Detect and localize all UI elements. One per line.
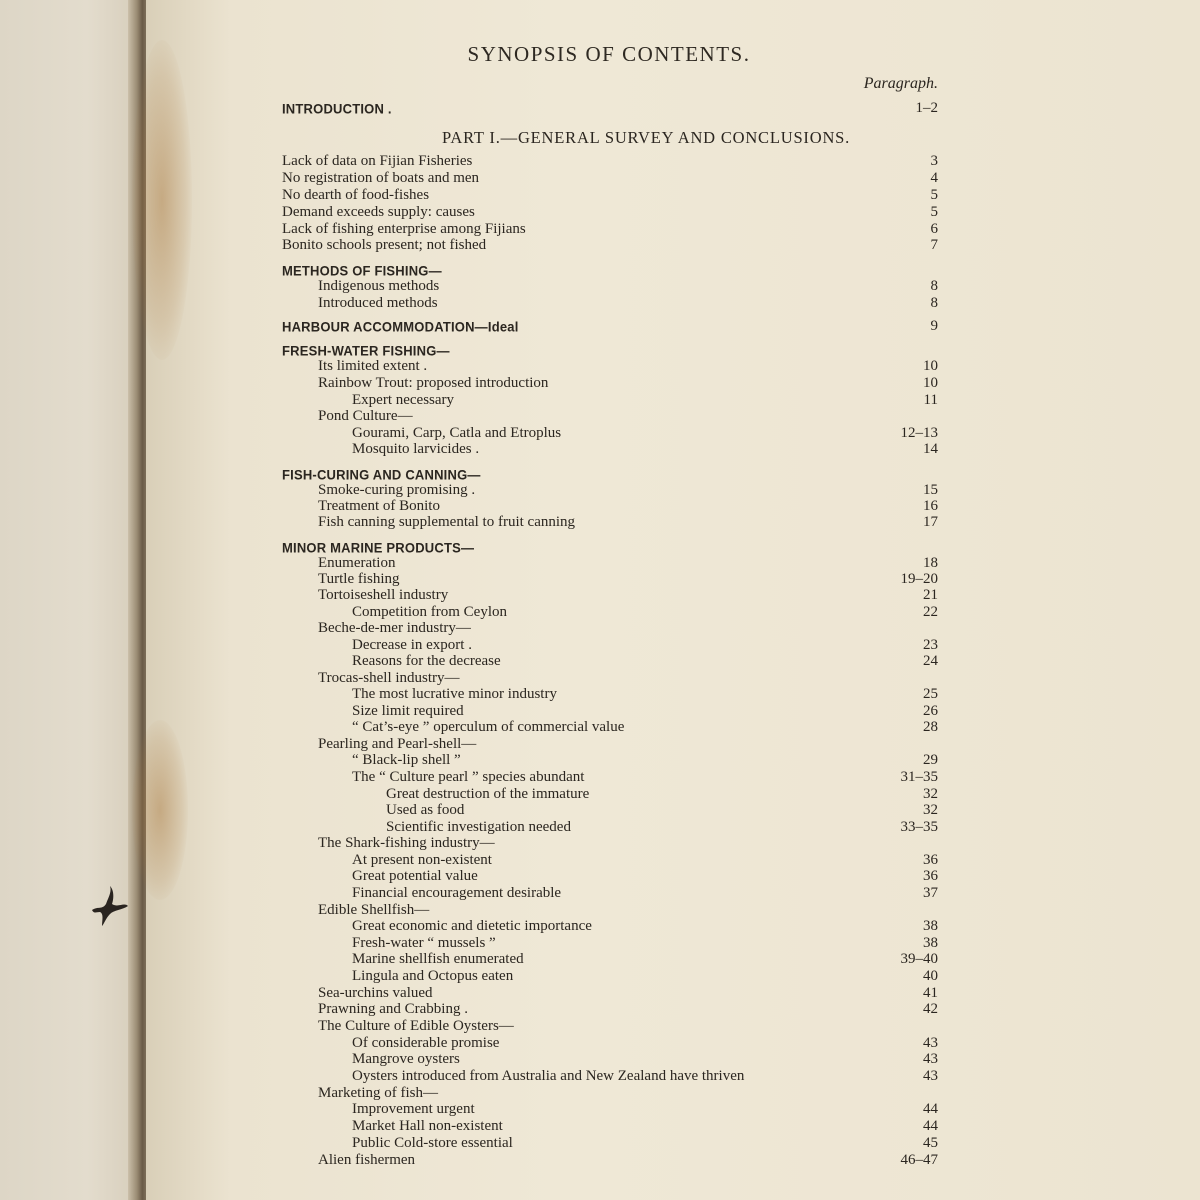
entry-label: MINOR MARINE PRODUCTS— [282,539,475,556]
contents-entry [146,358,1200,375]
entry-label: “ Black-lip shell ” [352,752,461,768]
entry-paragraph-number: 10 [923,375,938,391]
entry-label: Beche-de-mer industry— [318,620,471,636]
contents-entry [146,441,1200,458]
entry-label: Edible Shellfish— [318,902,430,918]
contents-entry [146,620,1200,637]
entry-paragraph-number: 18 [923,555,938,571]
contents-entry [146,278,1200,295]
contents-entry [146,425,1200,442]
entry-label: Scientific investigation needed [386,819,571,835]
entry-label: The “ Culture pearl ” species abundant [352,769,585,785]
entry-paragraph-number: 5 [930,187,938,203]
contents-entry [146,1152,1200,1169]
contents-entry [146,852,1200,869]
contents-entry [146,318,1200,335]
contents-entry [146,237,1200,254]
entry-label: Great potential value [352,868,478,884]
contents-entry [146,587,1200,604]
entry-paragraph-number: 38 [923,918,938,934]
ink-blot-icon [88,880,136,928]
entry-label: Oysters introduced from Australia and New Zealand have thriven [352,1068,745,1084]
entry-label: The most lucrative minor industry [352,686,557,702]
entry-paragraph-number: 32 [923,802,938,818]
contents-entry [146,204,1200,221]
entry-paragraph-number: 44 [923,1118,938,1134]
part-title: PART I.—GENERAL SURVEY AND CONCLUSIONS. [441,128,851,147]
entry-paragraph-number: 26 [923,703,938,719]
entry-label: FRESH-WATER FISHING— [282,342,450,359]
entry-label: Fresh-water “ mussels ” [352,935,496,951]
entry-paragraph-number: 33–35 [900,819,938,835]
entry-paragraph-number: 9 [930,318,938,334]
entry-label: Enumeration [318,555,396,571]
contents-entry [146,968,1200,985]
entry-label: Lack of data on Fijian Fisheries [282,153,473,169]
entry-label: Lingula and Octopus eaten [352,968,514,984]
entry-label: Great economic and dietetic importance [352,918,592,934]
entry-label: Size limit required [352,703,464,719]
contents-entry [146,187,1200,204]
entry-label: Improvement urgent [352,1101,475,1117]
contents-entry [146,951,1200,968]
entry-paragraph-number: 4 [930,170,938,186]
entry-paragraph-number: 3 [930,153,938,169]
contents-entry [146,466,1200,483]
entry-label: Expert necessary [352,392,455,408]
contents-entry [146,295,1200,312]
entry-label: Introduced methods [318,295,438,311]
entry-paragraph-number: 8 [930,295,938,311]
entry-label: Sea-urchins valued [318,985,433,1001]
entry-paragraph-number: 31–35 [900,769,938,785]
entry-paragraph-number: 37 [923,885,938,901]
contents-entry [146,100,1200,117]
entry-paragraph-number: 10 [923,358,938,374]
entry-paragraph-number: 1–2 [915,100,938,116]
contents-entry [146,686,1200,703]
contents-entry [146,885,1200,902]
entry-paragraph-number: 44 [923,1101,938,1117]
entry-label: Trocas-shell industry— [318,670,460,686]
entry-label: Financial encouragement desirable [352,885,562,901]
entry-paragraph-number: 36 [923,868,938,884]
entry-paragraph-number: 11 [923,392,938,408]
entry-label: Marketing of fish— [318,1085,438,1101]
contents-page [146,0,1200,1200]
entry-label: Competition from Ceylon [352,604,507,620]
entry-label: Demand exceeds supply: causes [282,204,475,220]
contents-entry [146,498,1200,515]
contents-entry [146,1118,1200,1135]
entry-paragraph-number: 38 [923,935,938,951]
entry-label: Marine shellfish enumerated [352,951,524,967]
contents-entry [146,153,1200,170]
entry-label: Turtle fishing [318,571,400,587]
contents-entry [146,571,1200,588]
entry-label: Reasons for the decrease [352,653,501,669]
contents-entry [146,868,1200,885]
contents-entry [146,1068,1200,1085]
entry-paragraph-number: 16 [923,498,938,514]
entry-label: “ Cat’s-eye ” operculum of commercial value [352,719,625,735]
entry-label: HARBOUR ACCOMMODATION—Ideal [282,318,519,335]
contents-entry [146,802,1200,819]
contents-entry [146,835,1200,852]
paragraph-column-label: Paragraph. [863,75,938,92]
entry-label: Decrease in export . [352,637,472,653]
entry-paragraph-number: 46–47 [900,1152,938,1168]
contents-entry [146,604,1200,621]
entry-paragraph-number: 14 [923,441,938,457]
entry-paragraph-number: 19–20 [900,571,938,587]
entry-paragraph-number: 40 [923,968,938,984]
contents-entry [146,262,1200,279]
entry-label: Market Hall non-existent [352,1118,503,1134]
contents-entry [146,736,1200,753]
contents-entry [146,514,1200,531]
entry-paragraph-number: 32 [923,786,938,802]
entry-label: Treatment of Bonito [318,498,440,514]
contents-entry [146,918,1200,935]
entry-label: Lack of fishing enterprise among Fijians [282,221,526,237]
entry-label: INTRODUCTION . [282,100,392,117]
entry-paragraph-number: 8 [930,278,938,294]
entry-paragraph-number: 12–13 [900,425,938,441]
contents-entry [146,902,1200,919]
contents-entry [146,1135,1200,1152]
entry-paragraph-number: 45 [923,1135,938,1151]
contents-entry [146,935,1200,952]
entry-label: Gourami, Carp, Catla and Etroplus [352,425,562,441]
contents-entry [146,1001,1200,1018]
entry-paragraph-number: 5 [930,204,938,220]
entry-label: Pearling and Pearl-shell— [318,736,477,752]
contents-entry [146,1035,1200,1052]
entry-label: Fish canning supplemental to fruit canning [318,514,576,530]
entry-label: The Shark-fishing industry— [318,835,495,851]
facing-page [0,0,146,1200]
entry-label: Bonito schools present; not fished [282,237,487,253]
entry-paragraph-number: 39–40 [900,951,938,967]
contents-entry [146,1018,1200,1035]
entry-label: Prawning and Crabbing . [318,1001,468,1017]
entry-paragraph-number: 43 [923,1051,938,1067]
entry-label: Its limited extent . [318,358,428,374]
entry-paragraph-number: 24 [923,653,938,669]
entry-label: Public Cold-store essential [352,1135,513,1151]
entry-paragraph-number: 21 [923,587,938,603]
entry-label: No dearth of food-fishes [282,187,430,203]
contents-entry [146,819,1200,836]
entry-paragraph-number: 36 [923,852,938,868]
contents-entry [146,653,1200,670]
contents-entry [146,703,1200,720]
entry-label: Of considerable promise [352,1035,500,1051]
contents-entry [146,752,1200,769]
entry-paragraph-number: 6 [930,221,938,237]
contents-entry [146,769,1200,786]
entry-paragraph-number: 29 [923,752,938,768]
contents-entry [146,375,1200,392]
entry-paragraph-number: 25 [923,686,938,702]
contents-entry [146,637,1200,654]
contents-entry [146,670,1200,687]
entry-label: Smoke-curing promising . [318,482,476,498]
entry-label: Alien fishermen [318,1152,416,1168]
entry-paragraph-number: 43 [923,1035,938,1051]
entry-label: Rainbow Trout: proposed introduction [318,375,549,391]
entry-label: Indigenous methods [318,278,440,294]
entry-paragraph-number: 15 [923,482,938,498]
page-title: SYNOPSIS OF CONTENTS. [467,42,751,66]
contents-entry [146,539,1200,556]
contents-entry [146,1085,1200,1102]
contents-entry [146,1101,1200,1118]
contents-entry [146,170,1200,187]
contents-entry [146,408,1200,425]
entry-paragraph-number: 28 [923,719,938,735]
entry-label: Used as food [386,802,465,818]
entry-paragraph-number: 42 [923,1001,938,1017]
entry-label: Mosquito larvicides . [352,441,480,457]
entry-label: No registration of boats and men [282,170,480,186]
entry-label: FISH-CURING AND CANNING— [282,466,481,483]
entry-paragraph-number: 41 [923,985,938,1001]
entry-label: The Culture of Edible Oysters— [318,1018,514,1034]
entry-label: Pond Culture— [318,408,413,424]
contents-entry [146,221,1200,238]
contents-entry [146,342,1200,359]
entry-label: METHODS OF FISHING— [282,262,442,279]
entry-paragraph-number: 17 [923,514,938,530]
contents-entry [146,482,1200,499]
contents-entry [146,555,1200,572]
contents-entry [146,392,1200,409]
contents-entry [146,719,1200,736]
entry-paragraph-number: 43 [923,1068,938,1084]
contents-entry [146,1051,1200,1068]
contents-entry [146,786,1200,803]
entry-label: Great destruction of the immature [386,786,590,802]
entry-paragraph-number: 23 [923,637,938,653]
entry-paragraph-number: 7 [930,237,938,253]
entry-label: Tortoiseshell industry [318,587,449,603]
entry-label: Mangrove oysters [352,1051,460,1067]
contents-entry [146,985,1200,1002]
entry-label: At present non-existent [352,852,492,868]
entry-paragraph-number: 22 [923,604,938,620]
